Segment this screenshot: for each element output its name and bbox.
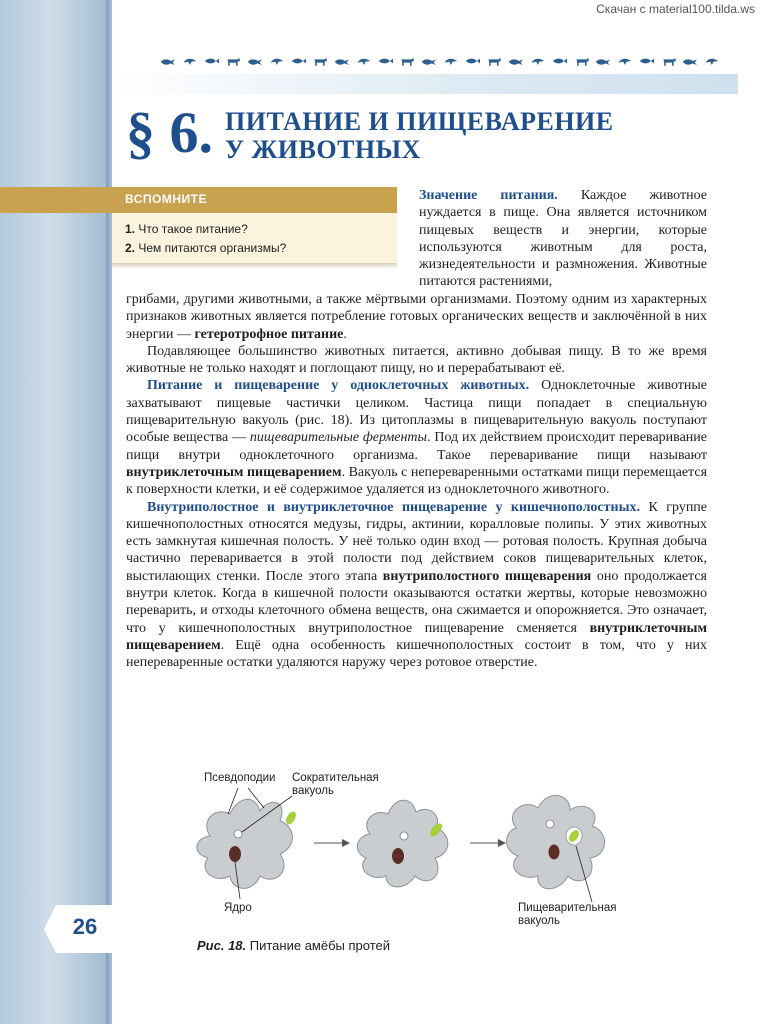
title-band (112, 74, 738, 94)
bird-icon (486, 54, 502, 68)
food-particle-1 (284, 810, 298, 826)
bull-icon (617, 54, 633, 68)
arrow-1-head (342, 839, 350, 847)
term-intracellular-digestion: внутриклеточным пищеварением (126, 464, 342, 480)
section-title-line1: ПИТАНИЕ И ПИЩЕВАРЕНИЕ (225, 107, 614, 136)
dog-icon (378, 54, 394, 68)
horse-icon (225, 54, 241, 68)
bird-icon (595, 54, 611, 68)
heading-nutrition-value: Значение питания. (419, 188, 558, 203)
page-number: 26 (72, 914, 98, 939)
paragraph-4-text-b: оно продолжается внутри клеток. Когда в кишечной полости оказываются остатки жертвы, которые невозможно переварить, и отходы клеточного обмена веществ, она сжимается и опорожняется. Это означает, что у кишечнополостных внутриполостное пищеварение сменяется (126, 568, 707, 636)
snail-icon (247, 54, 263, 68)
turtle-icon (334, 54, 350, 68)
fish-icon (704, 54, 720, 68)
beetle-icon (312, 54, 328, 68)
butterfly-icon (269, 54, 285, 68)
label-nucleus: Ядро (224, 902, 252, 914)
amoeba-2-contractile-vacuole (400, 832, 408, 840)
shell-icon (574, 54, 590, 68)
paragraph-1-top (419, 187, 707, 291)
section-number: § 6. (126, 100, 213, 165)
left-margin-band-edge (106, 0, 112, 1024)
paragraph-4-text-c: . Ещё одна особенность кишечнополостных состоит в том, что у них непереваренные остатки удаляются наружу через ротовое отверстие. (126, 637, 707, 671)
amoeba-3-nucleus (549, 845, 560, 860)
remember-heading: ВСПОМНИТЕ (125, 192, 207, 206)
remember-header (0, 187, 397, 213)
heading-unicellular: Питание и пищеварение у одноклеточных животных. (147, 378, 530, 394)
watermark: Скачан с material100.tilda.ws (596, 2, 755, 16)
figure-caption (197, 938, 390, 953)
bird-icon (661, 54, 677, 68)
paragraph-2: Подавляющее большинство животных питается, активно добывая пищу. В то же время животные не только находят и поглощают пищу, но и перерабатывают её. (126, 343, 707, 377)
sheep-icon (639, 54, 655, 68)
amoeba-1 (197, 799, 292, 888)
label-digestive-vacuole: Пищеварительная вакуоль (518, 902, 617, 927)
left-margin-band (0, 0, 112, 1024)
term-cavity-digestion: внутриполостного пищеварения (382, 568, 592, 584)
remember-box-shadow (112, 263, 397, 269)
remember-question-1: 1. Что такое питание? (125, 222, 248, 236)
label-pseudopodia: Псевдоподии (204, 772, 276, 784)
ant-icon (356, 54, 372, 68)
bird-icon (182, 54, 198, 68)
main-text (126, 291, 707, 672)
bird-icon (291, 54, 307, 68)
arrow-2-head (498, 839, 506, 847)
paragraph-3-text-a: Одноклеточные животные захватывают пищевые частички целиком. Частица пищи попадает в специальную пищеварительную вакуоль (рис. 18). Из цитоплазмы в пищеварительную вакуоль поступают особые вещества — (126, 378, 708, 446)
butterfly-icon (552, 54, 568, 68)
remember-question-2: 2. Чем питаются организмы? (125, 241, 287, 255)
animal-silhouette-row (160, 51, 720, 71)
amoeba-2 (357, 800, 448, 887)
amoeba-3-contractile-vacuole (546, 820, 554, 828)
paragraph-1-text-b: грибами, другими животными, а также мёртвыми организмами. Поэтому одним из характерных признаков животных является потребление готовых органических веществ и заключённой в них энергии — (126, 292, 707, 342)
paragraph-4-text-a: К группе кишечнополостных относятся медузы, гидры, актинии, коралловые полипы. У этих животных есть замкнутая кишечная полость. У неё только один вход — ротовая полость. Крупная добыча частично переваривается в этой полости под действием соков пищеварительных клеток, выстилающих стенки. После этого этапа (126, 499, 708, 584)
heading-coelenterates: Внутриполостное и внутриклеточное пищеварение у кишечнополостных. (147, 499, 641, 515)
lizard-icon (682, 54, 698, 68)
amoeba-1-nucleus (229, 846, 241, 862)
paragraph-4 (126, 499, 707, 672)
figure-caption-text: Питание амёбы протей (249, 938, 391, 953)
figure-caption-number: Рис. 18. (197, 938, 247, 953)
fish-icon (530, 54, 546, 68)
section-title-line2: У ЖИВОТНЫХ (225, 135, 421, 164)
cat-icon (508, 54, 524, 68)
frog-icon (443, 54, 459, 68)
amoeba-1-contractile-vacuole (234, 830, 242, 838)
label-contractile-vacuole: Сократительная вакуоль (292, 772, 379, 797)
paragraph-1-end: . (343, 326, 347, 342)
amoeba-3 (507, 795, 605, 888)
bird-icon (399, 54, 415, 68)
fish-icon (421, 54, 437, 68)
paragraph-3-text-c: . Вакуоль с непереваренными остатками пищи перемещается к поверхности клетки, и её содержимое удаляется из одноклеточного животного. (126, 464, 708, 498)
amoeba-2-nucleus (392, 848, 404, 864)
fish-icon (204, 54, 220, 68)
paragraph-3-text-b: . Под их действием происходит переваривание пищи внутри одноклеточного организма. Такое переваривание пищи называют (126, 430, 707, 463)
term-digestive-enzymes: пищеварительные ферменты (249, 430, 428, 446)
remember-box (0, 187, 397, 272)
remember-questions (112, 213, 397, 263)
paragraph-1-bottom (126, 291, 707, 343)
term-heterotrophic: гетеротрофное питание (194, 326, 344, 342)
term-intracellular-digestion-2: внутриклеточным пищеварением (126, 620, 707, 653)
crab-icon (465, 54, 481, 68)
lizard-icon (160, 54, 176, 68)
figure-amoeba-feeding (180, 766, 690, 941)
paragraph-3 (126, 377, 707, 498)
paragraph-1-text-a: Каждое животное нуждается в пище. Она является источником пищевых веществ и энергии, которые используются животным для роста, жизнедеятельности и размножения. Животные питаются растениями, (419, 188, 707, 290)
section-title (225, 108, 614, 164)
